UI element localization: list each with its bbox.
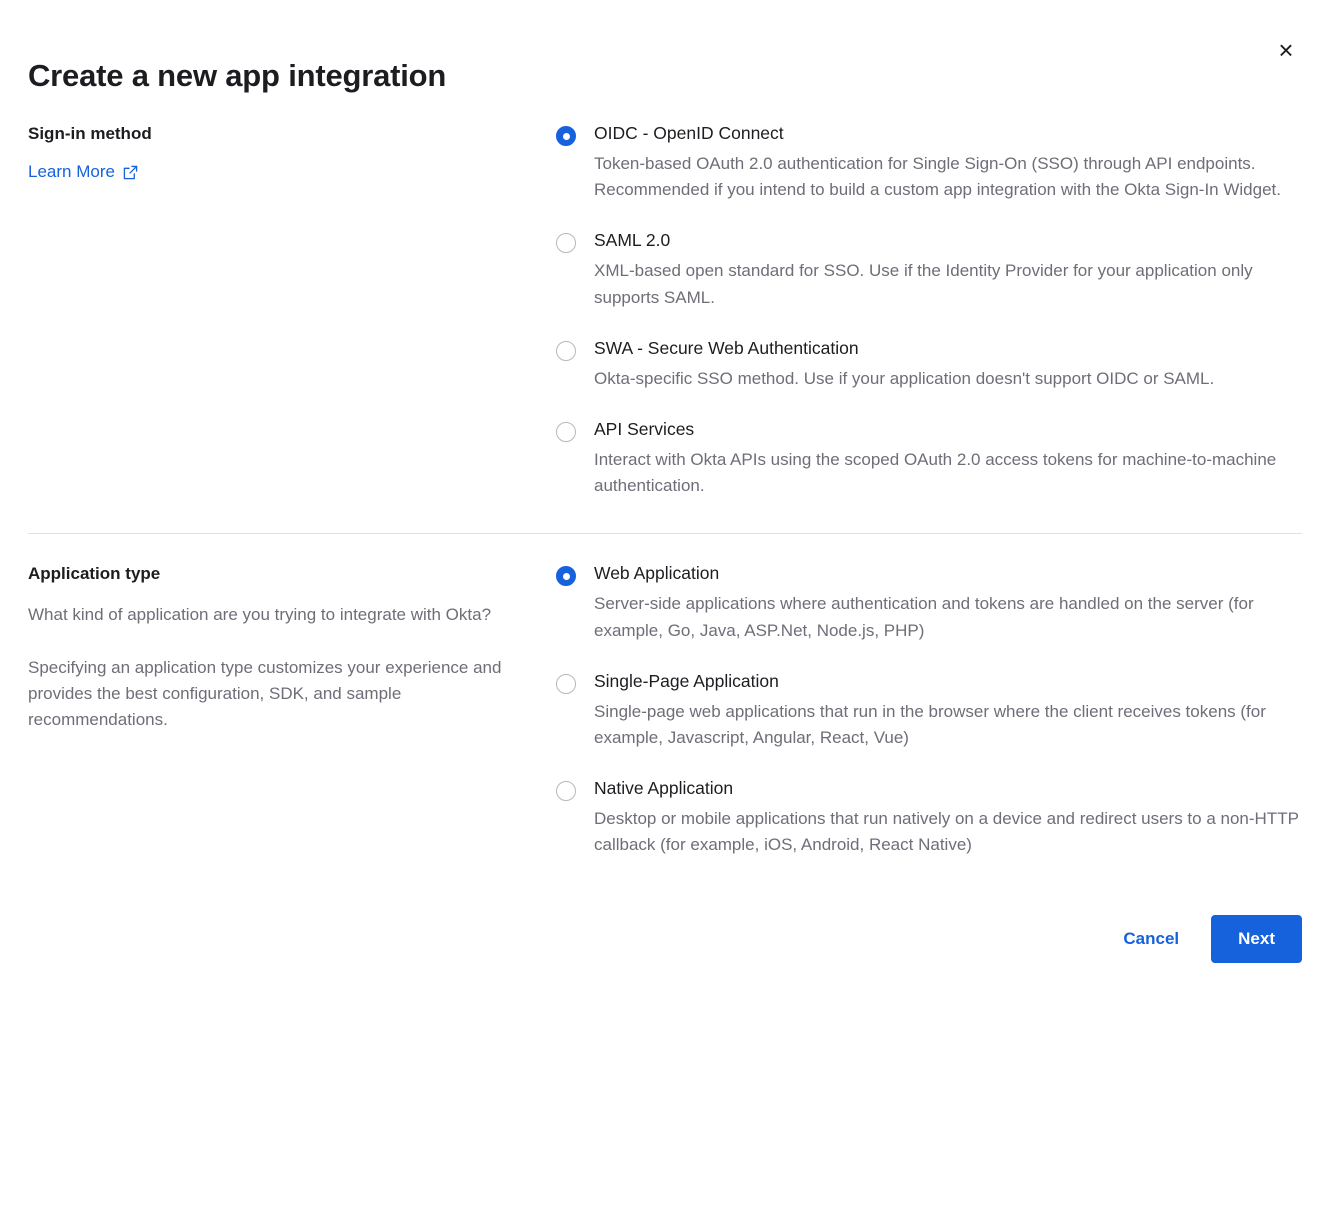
app-type-option-spa-desc: Single-page web applications that run in the browser where the client receives tokens (for example, Javascript, Angular, React, Vue) — [594, 701, 1266, 747]
app-type-option-native-desc: Desktop or mobile applications that run natively on a device and redirect users to a non-HTTP callback (for example, iOS, Android, React Native) — [594, 809, 1299, 855]
signin-method-options — [556, 94, 1302, 499]
signin-option-api-services-desc: Interact with Okta APIs using the scoped OAuth 2.0 access tokens for machine-to-machine authentication. — [594, 449, 1277, 496]
signin-option-oidc-body — [594, 122, 1302, 203]
application-type-section — [0, 534, 1332, 858]
learn-more-label: Learn More — [28, 162, 115, 181]
signin-option-swa[interactable] — [556, 337, 1302, 392]
radio-single-page-application[interactable] — [556, 674, 576, 694]
app-type-option-native-body — [594, 777, 1302, 858]
radio-native-application[interactable] — [556, 781, 576, 801]
signin-method-left-column — [28, 94, 556, 182]
signin-option-swa-desc: Okta-specific SSO method. Use if your application doesn't support OIDC or SAML. — [594, 368, 1215, 388]
signin-option-saml-body — [594, 229, 1302, 310]
application-type-left-column — [28, 534, 556, 733]
signin-option-swa-body — [594, 337, 1302, 392]
radio-web-application[interactable] — [556, 566, 576, 586]
external-link-icon — [123, 165, 138, 180]
app-type-option-web-desc: Server-side applications where authentication and tokens are handled on the server (for example, Go, Java, ASP.Net, Node.js, PHP) — [594, 594, 1254, 640]
signin-option-swa-label[interactable]: SWA - Secure Web Authentication — [594, 337, 859, 358]
cancel-button[interactable]: Cancel — [1117, 919, 1185, 959]
learn-more-link[interactable] — [28, 162, 138, 182]
app-type-option-spa[interactable] — [556, 670, 1302, 751]
application-type-help-2: Specifying an application type customizes your experience and provides the best configuration, SDK, and sample recommendations. — [28, 657, 502, 730]
radio-api-services[interactable] — [556, 422, 576, 442]
signin-option-oidc-label[interactable]: OIDC - OpenID Connect — [594, 123, 784, 143]
application-type-help-1: What kind of application are you trying to integrate with Okta? — [28, 605, 492, 625]
next-button[interactable]: Next — [1211, 915, 1302, 963]
signin-option-api-services[interactable] — [556, 418, 1302, 499]
radio-oidc[interactable] — [556, 126, 576, 146]
signin-option-oidc[interactable] — [556, 122, 1302, 203]
signin-method-label: Sign-in method — [28, 124, 152, 143]
radio-saml[interactable] — [556, 233, 576, 253]
radio-swa[interactable] — [556, 341, 576, 361]
signin-method-section — [0, 94, 1332, 499]
app-type-option-native[interactable] — [556, 777, 1302, 858]
signin-option-saml-desc: XML-based open standard for SSO. Use if the Identity Provider for your application only supports SAML. — [594, 261, 1253, 307]
app-type-option-web-body — [594, 562, 1302, 643]
application-type-options — [556, 534, 1302, 858]
app-type-option-spa-body — [594, 670, 1302, 751]
signin-option-api-services-label[interactable]: API Services — [594, 418, 695, 439]
application-type-label: Application type — [28, 564, 161, 584]
app-type-option-spa-label[interactable]: Single-Page Application — [594, 670, 779, 691]
signin-option-saml[interactable] — [556, 229, 1302, 310]
app-type-option-native-label[interactable]: Native Application — [594, 778, 734, 799]
signin-option-api-services-body — [594, 418, 1302, 499]
page-title: Create a new app integration — [28, 58, 447, 93]
dialog-footer — [0, 859, 1332, 1003]
app-type-option-web[interactable] — [556, 562, 1302, 643]
app-type-option-web-label[interactable]: Web Application — [594, 563, 720, 584]
signin-option-oidc-desc: Token-based OAuth 2.0 authentication for Single Sign-On (SSO) through API endpoints. Recommended if you intend to build a custom app integration with the Okta Sign-In Widget. — [594, 153, 1281, 200]
signin-option-saml-label[interactable]: SAML 2.0 — [594, 230, 671, 251]
close-icon[interactable]: × — [1270, 34, 1302, 66]
